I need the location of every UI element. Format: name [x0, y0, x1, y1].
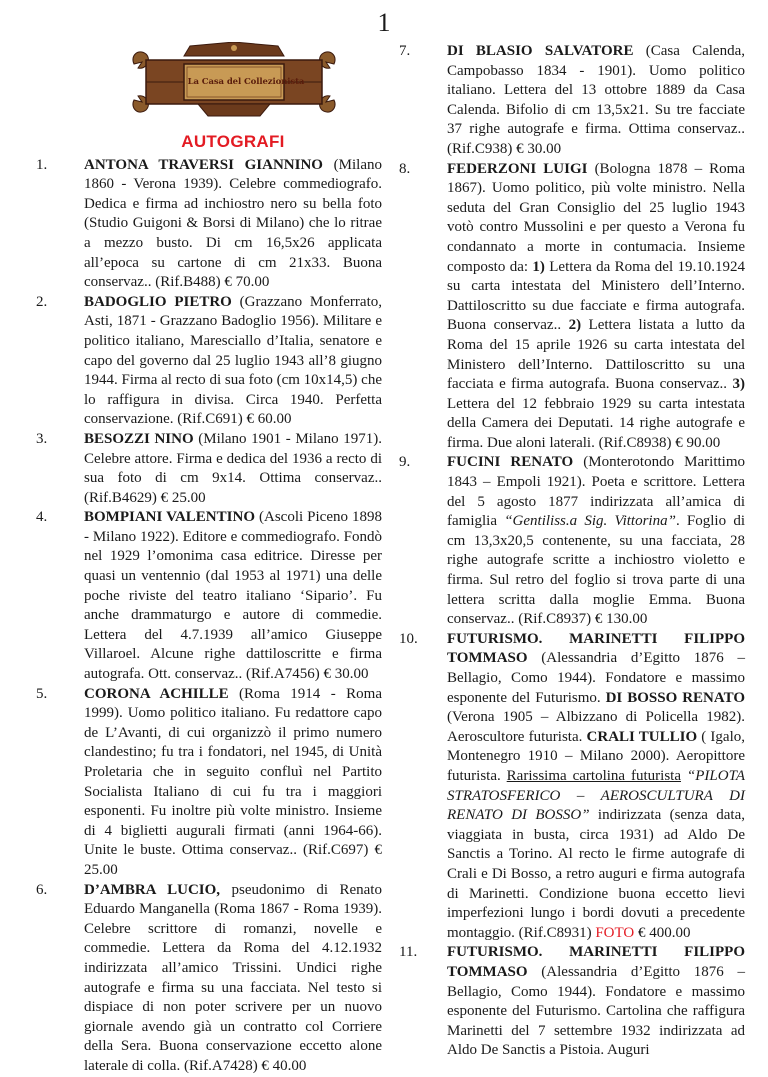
entry-number: 9. — [399, 454, 411, 471]
entry-text: (Casa Calenda, Campobasso 1834 - 1901). Uomo politico italiano. Lettera del 13 ottobre 1889 da Casa Calenda. Bifolio di cm 13,5x21. Su tre facciate 37 righe autografe e firma. Ottima conservaz.. (Rif.C938) € 30.00 — [447, 43, 745, 157]
entry-price: € 400.00 — [634, 924, 691, 941]
catalog-entry — [399, 160, 745, 454]
entry-number: 5. — [36, 685, 48, 702]
entry-title: CORONA ACHILLE — [84, 685, 229, 702]
catalog-entry — [36, 685, 382, 881]
entry-text: (Monterotondo Marittimo 1843 – Empoli 1921). Poeta e scrittore. Lettera del 5 agosto 1877 indirizzata all’amica di famiglia — [447, 454, 745, 530]
entry-number: 3. — [36, 430, 48, 447]
entry-number: 4. — [36, 509, 48, 526]
catalog-entry — [36, 881, 382, 1077]
catalog-entry — [399, 453, 745, 629]
entry-title: D’AMBRA LUCIO, — [84, 881, 221, 898]
entry-title: BESOZZI NINO — [84, 430, 194, 447]
entry-text: (Verona 1905 – Albizzano di Policella 1982). Aeroscultore futurista. — [447, 709, 745, 745]
catalog-entry — [399, 943, 745, 1061]
entry-title: FUTURISMO. MARINETTI FILIPPO TOMMASO — [447, 630, 745, 667]
item-marker: 1) — [532, 258, 545, 275]
catalog-entry — [399, 42, 745, 160]
entry-italic-text: “PILOTA STRATOSFERICO – AEROSCULTURA DI RENATO DI BOSSO” — [447, 767, 745, 824]
entry-text: (Bologna 1878 – Roma 1867). Uomo politico, più volte ministro. Nella seduta del Gran Consiglio del 25 luglio 1943 votò contro Mussolini e per questo a Verona fu condannato a morte in contumacia. Insieme composto da: — [447, 160, 746, 275]
entry-title: FEDERZONI LUIGI — [447, 160, 588, 177]
entry-text: (Milano 1860 - Verona 1939). Celebre commediografo. Dedica e firma ad inchiostro nero su bella foto (Studio Guigoni & Borsi di Milano) che lo ritrae a mezzo busto. Di cm 16,5x26 applicata all’epoca su cartone di cm 21x33. Buona conservaz.. (Rif.B488) € 70.00 — [84, 156, 382, 291]
entry-text: (Alessandria d’Egitto 1876 – Bellagio, Como 1944). Fondatore e massimo esponente del Futurismo. Cartolina che raffigura Marinetti del 7 settembre 1932 indirizzata ad Aldo De Sanctis a Pistoia. Auguri — [447, 963, 745, 1059]
entry-underlined-text: Rarissima cartolina futurista — [506, 767, 681, 784]
entry-number: 1. — [36, 156, 48, 173]
entry-subtitle: CRALI TULLIO — [586, 728, 698, 745]
logo — [84, 42, 382, 122]
entry-text: . Foglio di cm 13,3x20,5 contenente, su una facciata, 28 righe autografe scritte a inchiostro violetto e firma. Sul retro del foglio si trova parte di una lettera scritta dalla moglie Emma. Buona conservaz.. (Rif.C8937) € 130.00 — [447, 513, 745, 628]
entry-title: BADOGLIO PIETRO — [84, 293, 232, 310]
page-number: 1 — [377, 8, 391, 37]
logo-text: La Casa del Collezionista — [187, 77, 305, 87]
item-marker: 3) — [732, 376, 745, 393]
catalog-entry — [36, 293, 382, 430]
entry-italic-text: “Gentiliss.a Sig. Vittorina” — [504, 513, 676, 530]
entry-title: BOMPIANI VALENTINO — [84, 509, 255, 526]
entry-text: (Grazzano Monferrato, Asti, 1871 - Grazzano Badoglio 1956). Militare e politico italiano, Maresciallo d’Italia, senatore e capo del governo dal 25 luglio 1943 all’8 giugno 1944. Firma al recto di sua foto (cm 10x14,5) che lo raffigura in divisa. Circa 1940. Perfetta conservazione. (Rif.C691) € 60.00 — [84, 293, 382, 428]
section-heading: AUTOGRAFI — [181, 132, 285, 151]
entry-text: Lettera listata a lutto da Roma del 15 aprile 1926 su carta intestata del Ministero dell’Interno. Dattiloscritto su una facciata e firma autografa. Buona conservaz.. — [447, 317, 745, 393]
entry-text: (Roma 1914 - Roma 1999). Uomo politico italiano. Fu redattore capo de L’Avanti, di cui organizzò il primo numero clandestino; fu tra i fondatori, nel 1945, di Unità Proletaria che in seguito confluì nel Partito Socialista Italiano di cui fu tra i maggiori esponenti. Fu inoltre più volte ministro. Insieme di 4 biglietti augurali firmati (anni 1964-66). Unite le buste. Ottima conservaz.. (Rif.C697) € 25.00 — [84, 685, 382, 878]
entry-number: 10. — [399, 630, 418, 647]
right-column — [399, 42, 745, 1061]
entry-number: 11. — [399, 944, 418, 961]
entry-title: FUCINI RENATO — [447, 454, 574, 471]
entry-number: 7. — [399, 43, 411, 59]
entry-subtitle: DI BOSSO RENATO — [605, 689, 745, 706]
entry-text: (Alessandria d’Egitto 1876 – Bellagio, Como 1944). Fondatore e massimo esponente del Futurismo. — [447, 650, 745, 706]
entry-number: 2. — [36, 293, 48, 310]
entry-text: Lettera da Roma del 19.10.1924 su carta intestata del Ministero dell’Interno. Dattiloscritto su due facciate e firma autografa. Buona conservaz.. — [447, 258, 745, 334]
entry-title: DI BLASIO SALVATORE — [447, 43, 634, 59]
entry-title: FUTURISMO. MARINETTI FILIPPO TOMMASO — [447, 944, 745, 980]
entry-title: ANTONA TRAVERSI GIANNINO — [84, 156, 323, 173]
entry-number: 8. — [399, 160, 411, 177]
left-column — [36, 42, 382, 1077]
catalog-entry — [36, 156, 382, 293]
catalog-entry — [399, 630, 745, 944]
entry-text: pseudonimo di Renato Eduardo Manganella (Roma 1867 - Roma 1939). Celebre scrittore di romanzi, novelle e commedie. Lettera da Roma del 4.12.1932 indirizzata all’amico Trissini. Undici righe autografe e firma su una facciata. Nel testo si dispiace di non poter scrivere per un nuovo giornale avendo già un contratto col Corriere della Sera. Buona conservazione eccetto alone laterale di colla. (Rif.A7428) € 40.00 — [84, 881, 382, 1074]
catalog-entry — [36, 430, 382, 508]
entry-text: Lettera del 12 febbraio 1929 su carta intestata della Camera dei Deputati. 14 righe autografe e firma. Due aloni laterali. (Rif.C8938) € 90.00 — [447, 395, 745, 451]
entry-number: 6. — [36, 881, 48, 898]
entry-text: ( Igalo, Montenegro 1910 – Milano 2000). Aeropittore futurista. — [447, 728, 745, 784]
entry-text: (Milano 1901 - Milano 1971). Celebre attore. Firma e dedica del 1936 a recto di sua foto di cm 9x14. Ottima conservaz.. (Rif.B4629) € 25.00 — [84, 430, 382, 506]
entry-text: indirizzata (senza data, viaggiata in busta, circa 1931) ad Aldo De Sanctis a Torino. Al recto le firme autografe di Crali e Di Bosso, a retro auguri e firma autografa di Marinetti. Condizione buona eccetto lievi imperfezioni lungo i bordi dovuti a precedente montaggio. (Rif.C8931) — [447, 807, 745, 941]
catalog-entry — [36, 508, 382, 684]
foto-link[interactable]: FOTO — [595, 924, 635, 941]
item-marker: 2) — [568, 317, 582, 334]
entry-text: (Ascoli Piceno 1898 - Milano 1922). Editore e commediografo. Fondò nel 1929 l’omonima casa editrice. Diresse per quasi un ventennio (dal 1953 al 1971) una delle poche riviste del teatro italiano ‘Sipario’. Fu anche drammaturgo e autore di commedie. Lettera del 4.7.1939 all’amico Giuseppe Villaroel. Alcune righe dattiloscritte e firma autografa. Ott. conservaz.. (Rif.A7456) € 30.00 — [84, 509, 383, 683]
